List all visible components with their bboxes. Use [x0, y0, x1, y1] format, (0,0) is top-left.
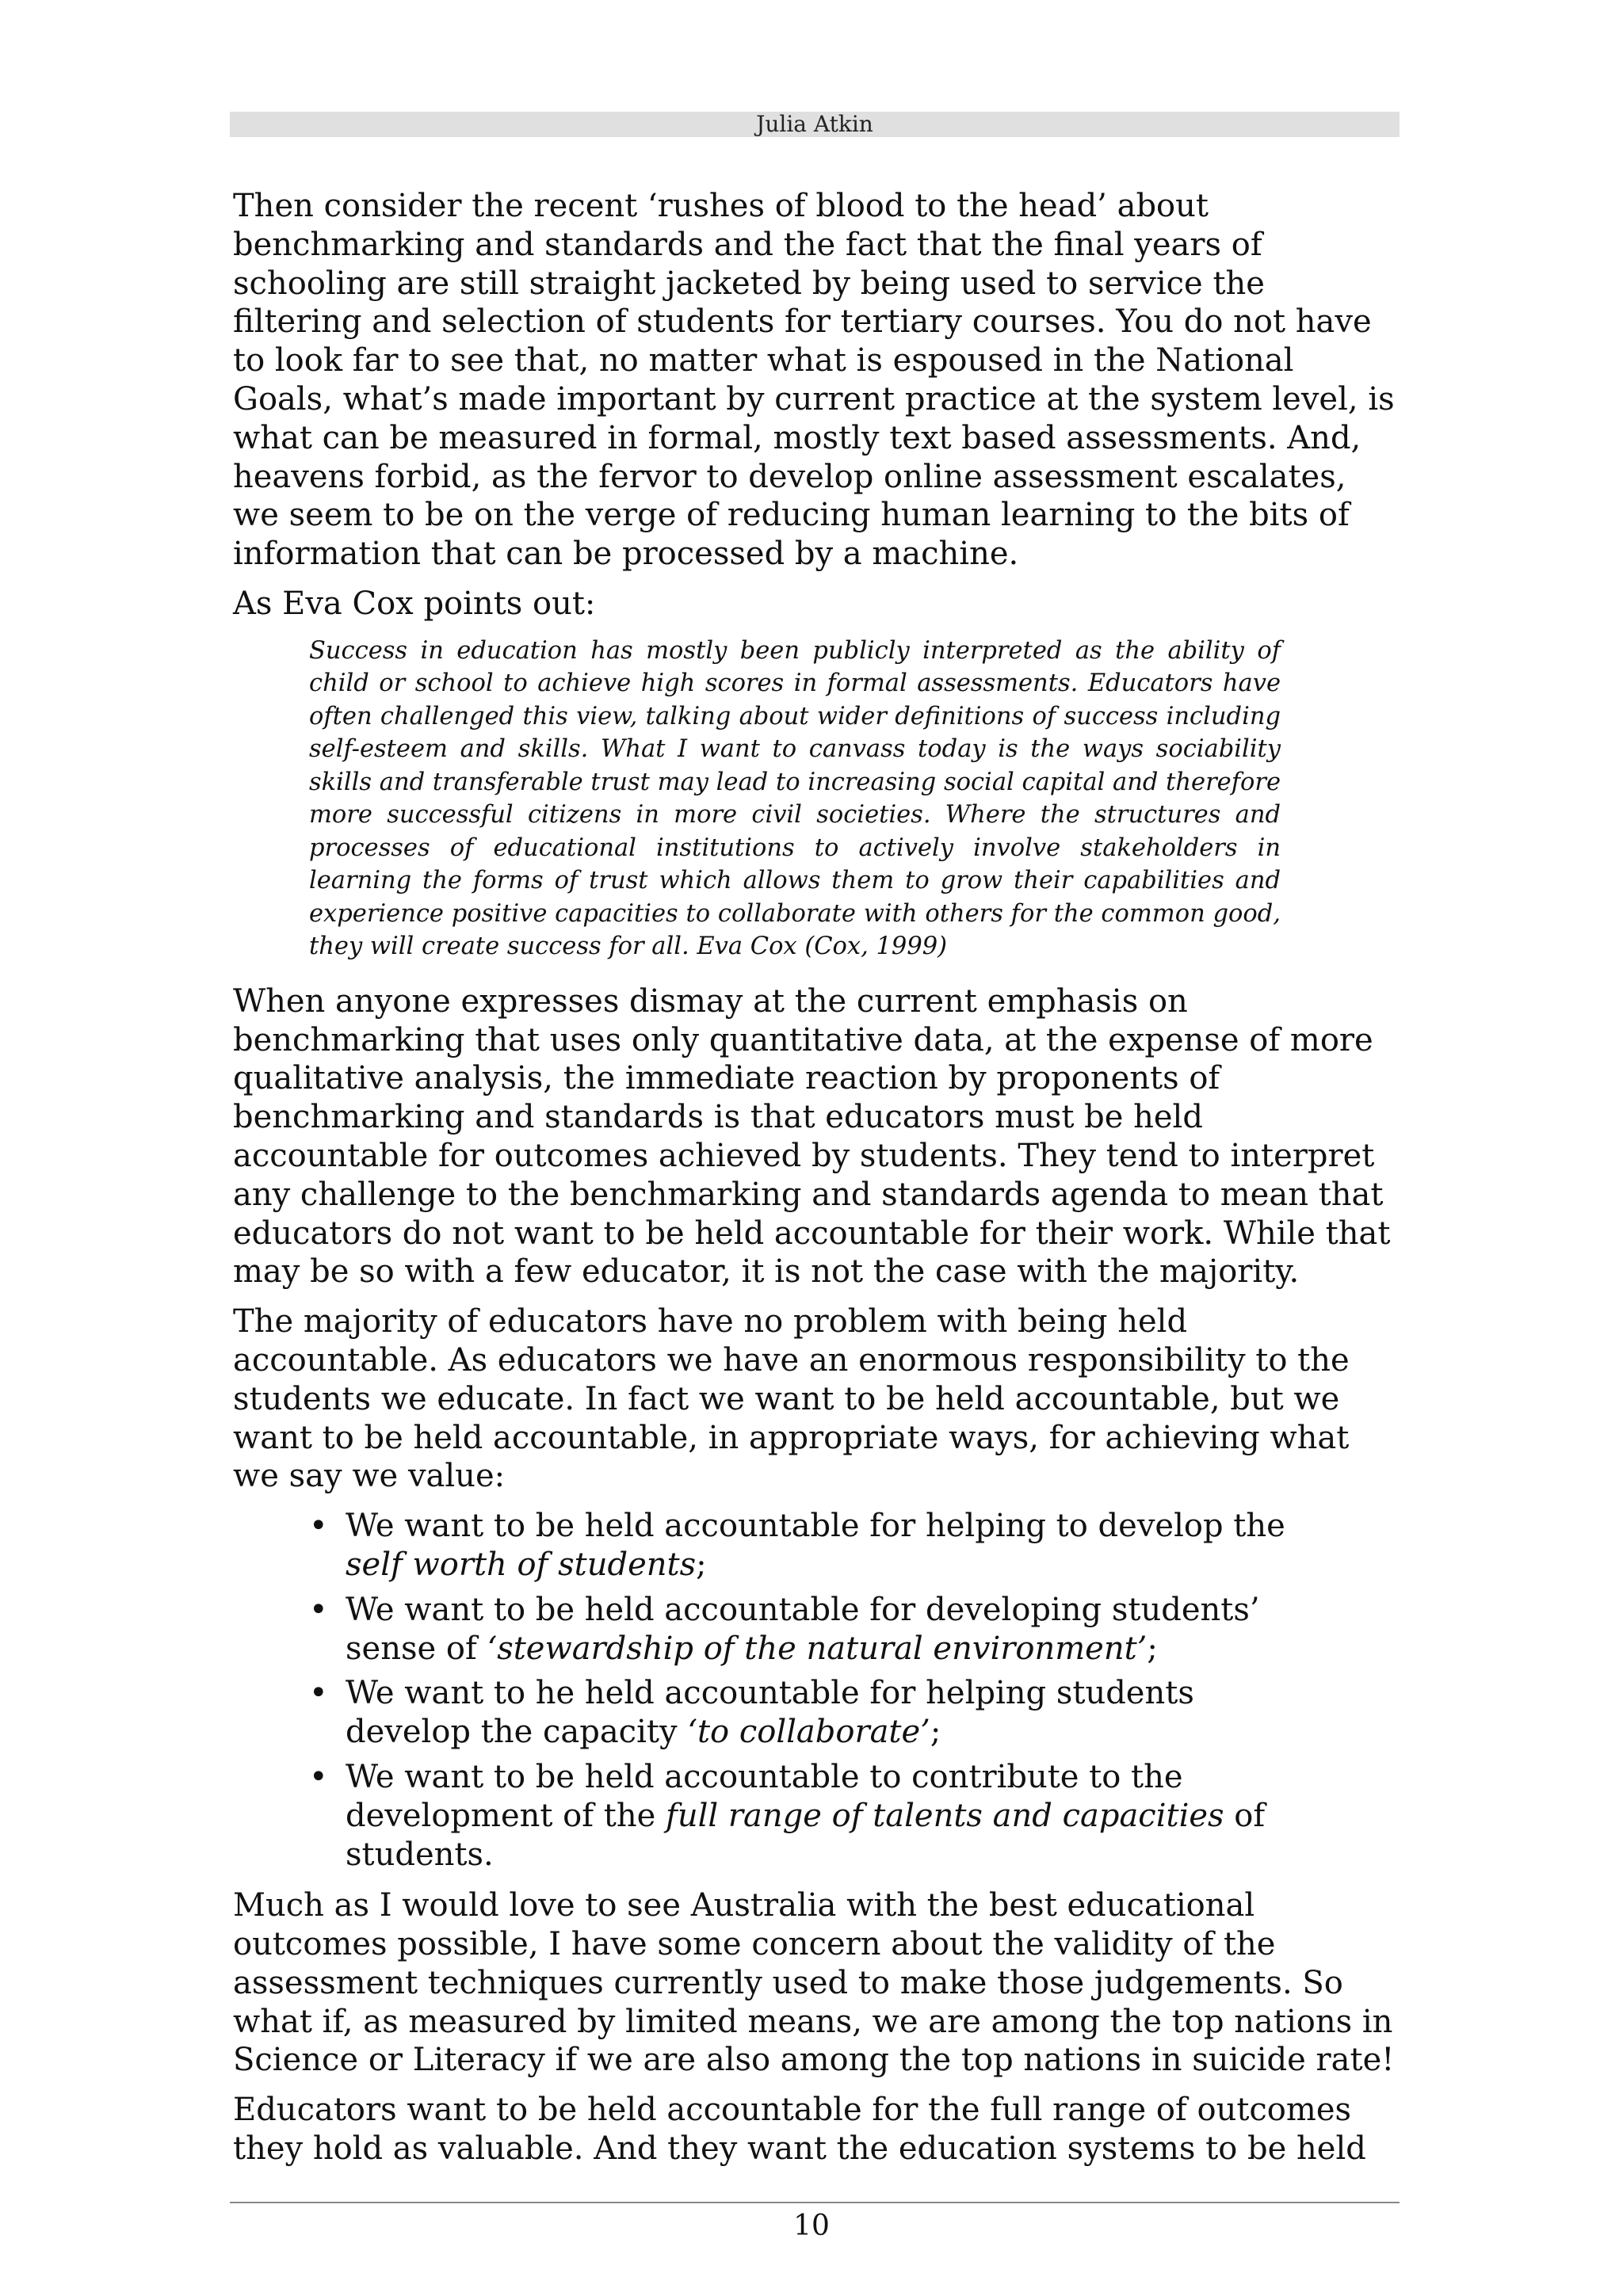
- list-item-suffix: ;: [1147, 1630, 1158, 1667]
- paragraph-validity-concern: Much as I would love to see Australia with the best educational outcomes possible, I have some concern about the validity of the assessment techniques currently used to make those judgements. So what if, as measured by limited means, we are among the top nations in Science or Literacy if we are also among the top nations in suicide rate!: [233, 1887, 1395, 2079]
- list-item-emphasis: self worth of students: [346, 1546, 697, 1583]
- block-quote-eva-cox: Success in education has mostly been publicly interpreted as the ability of child or school to achieve high scores in formal assessments. Educators have often challenged this view, talking about wider definitions of success including self-esteem and skills. What I want to canvass today is the ways sociability skills and transferable trust may lead to increasing social capital and therefore more successful citizens in more civil societies. Where the structures and processes of educational institutions to actively involve stakeholders in learning the forms of trust which allows them to grow their capabilities and experience positive capacities to collaborate with others for the common good, they will create success for all. Eva Cox (Cox, 1999): [309, 636, 1281, 961]
- bullet-icon: •: [309, 1591, 328, 1628]
- list-item-text: We want to be held accountable for helping to develop the: [346, 1508, 1285, 1545]
- page-body: [233, 187, 1400, 2180]
- footer-divider: [230, 2202, 1400, 2203]
- list-item-text: We want to he held accountable for helping students develop the capacity: [346, 1675, 1194, 1751]
- list-item: [309, 1591, 1308, 1669]
- list-item-text: We want to be held accountable for developing students’ sense of: [346, 1591, 1260, 1667]
- list-item: [309, 1507, 1308, 1585]
- paragraph-quote-intro: As Eva Cox points out:: [233, 585, 596, 622]
- paragraph-benchmarking-rush: Then consider the recent ‘rushes of blood to the head’ about benchmarking and standards and the fact that the final years of schooling are still straight jacketed by being used to service the filtering and selection of students for tertiary courses. You do not have to look far to see that, no matter what is espoused in the National Goals, what’s made important by current practice at the system level, is what can be measured in formal, mostly text based assessments. And, heavens forbid, as the fervor to develop online assessment escalates, we seem to be on the verge of reducing human learning to the bits of information that can be processed by a machine.: [233, 188, 1395, 573]
- list-item-suffix: ;: [696, 1546, 707, 1583]
- page-number: 10: [793, 2210, 830, 2242]
- running-header: [230, 112, 1400, 137]
- paragraph-majority-accountable: The majority of educators have no problem with being held accountable. As educators we have an enormous responsibility to the students we educate. In fact we want to be held accountable, but we want to be held accountable, in appropriate ways, for achieving what we say we value:: [233, 1303, 1350, 1495]
- list-item: [309, 1674, 1308, 1752]
- bullet-icon: •: [309, 1508, 328, 1545]
- list-item-suffix: of students.: [346, 1797, 1266, 1873]
- list-item-suffix: ;: [930, 1714, 941, 1751]
- list-item-emphasis: ‘to collaborate’: [687, 1714, 930, 1751]
- paragraph-full-range-outcomes: Educators want to be held accountable for the full range of outcomes they hold as valuable. And they want the education systems to be held: [233, 2092, 1366, 2168]
- accountability-list: [309, 1507, 1308, 1874]
- bullet-icon: •: [309, 1758, 328, 1795]
- paragraph-accountability-reaction: When anyone expresses dismay at the current emphasis on benchmarking that uses only quantitative data, at the expense of more qualitative analysis, the immediate reaction by proponents of benchmarking and standards is that educators must be held accountable for outcomes achieved by students. They tend to interpret any challenge to the benchmarking and standards agenda to mean that educators do not want to be held accountable for their work. While that may be so with a few educator, it is not the case with the majority.: [233, 982, 1391, 1291]
- list-item-text: We want to be held accountable to contribute to the development of the: [346, 1758, 1183, 1834]
- header-author: Julia Atkin: [756, 111, 873, 137]
- list-item-emphasis: ‘stewardship of the natural environment’: [487, 1630, 1148, 1667]
- list-item: [309, 1758, 1308, 1874]
- bullet-icon: •: [309, 1675, 328, 1712]
- list-item-emphasis: full range of talents and capacities: [666, 1797, 1224, 1834]
